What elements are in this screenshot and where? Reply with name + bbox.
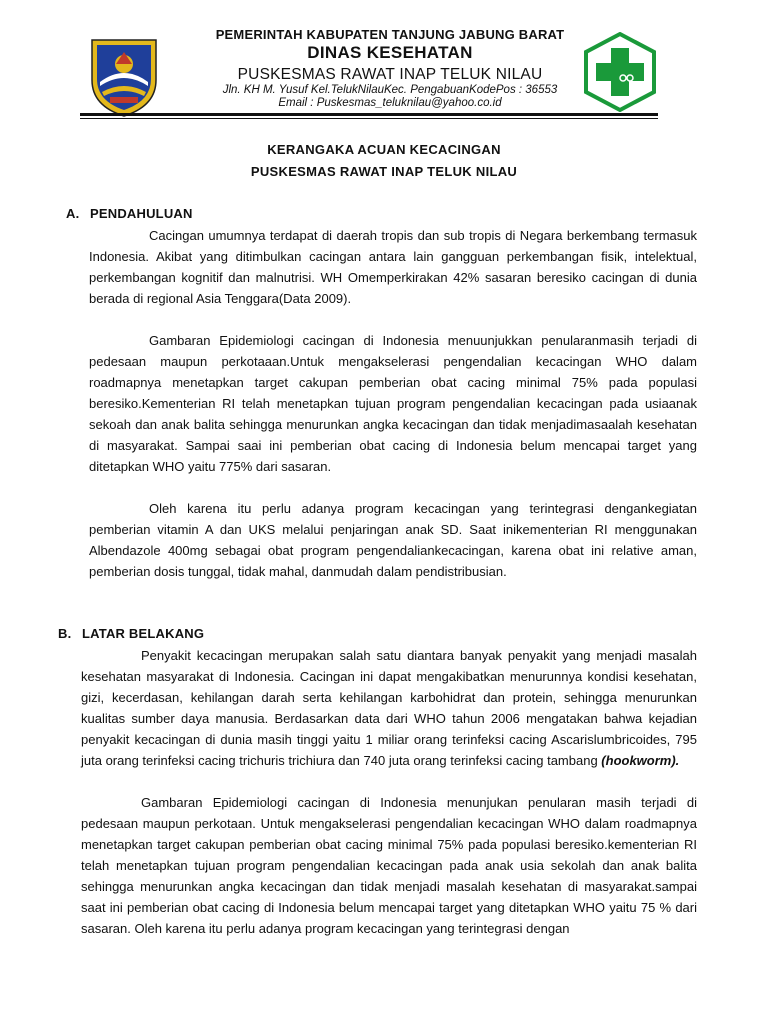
regency-emblem-logo: [86, 34, 162, 118]
paragraph: Gambaran Epidemiologi cacingan di Indonesia menuunjukkan penularanmasih terjadi di pedesaan maupun perkotaaan.Untuk mengakselerasi pengendalian kecacingan WHO dalam roadmapnya menetapkan target cakupan pemberian obat cacing minimal 75% pada populasi beresiko.Kementerian RI telah menetapkan tujuan program pengendalian kecacingan pada usiaanak sekoah dan anak balita sehingga menurunkan angka kecacingan dan tidak menjadimasaalah kesehatan di masyarakat. Sampai saai ini pemberian obat cacing di Indonesia belum mencapai target yang ditetapkan WHO yaitu 775% dari sasaran.: [89, 333, 697, 474]
paragraph: Oleh karena itu perlu adanya program kecacingan yang terintegrasi dengankegiatan pemberian vitamin A dan UKS melalui penjaringan anak SD. Saat inikementerian RI menggunakan Albendazole 400mg sebagai obat program pengendaliankecacingan, karena obat ini relative aman, pemberian dosis tunggal, tidak mahal, danmudah dalam pendistribusian.: [89, 501, 697, 579]
document-title: KERANGAKA ACUAN KECACINGAN: [267, 142, 501, 157]
section-a-title: PENDAHULUAN: [90, 206, 193, 221]
hookworm-term: (hookworm).: [601, 753, 680, 768]
paragraph-text: Penyakit kecacingan merupakan salah satu diantara banyak penyakit yang menjadi masalah kesehatan masyarakat di Indonesia. Cacingan ini dapat mengakibatkan menurunnya kondisi kesehatan, gizi, kecerdasan, kehilangan darah serta kehilangan karbohidrat dan protein, sehingga menurunkan kualitas sumber daya manusia. Berdasarkan data dari WHO tahun 2006 mengatakan bahwa kejadian penyakit kecacingan di dunia masih tinggi yaitu 1 miliar orang terinfeksi cacing Ascarislumbricoides, 795 juta orang terinfeksi cacing trichuris trichiura dan 740 juta orang terinfeksi cacing tambang: [81, 648, 697, 768]
paragraph: [81, 645, 697, 771]
paragraph: Gambaran Epidemiologi cacingan di Indonesia menunjukan penularan masih terjadi di pedesaan maupun perkotaan. Untuk mengakselerasi pengendalian kecacingan WHO dalam roadmapnya menetapkan target cakupan pemberian obat cacing minimal 75% pada populasi beresiko.kementerian RI telah menetapkan tujuan program pengendalian kecacingan pada anak usia sekolah dan anak balita sehingga menurunkan angka kecacingan dan tidak menjadi masalah kesehatan di masyarakat.sampai saat ini pemberian obat cacing di Indonesia belum mencapai target yang ditetapkan WHO yaitu 75 % dari sasaran. Oleh karena itu perlu adanya program kecacingan yang terintegrasi dengan: [81, 795, 697, 936]
section-b-heading: [58, 626, 204, 641]
office-address: Jln. KH M. Yusuf Kel.TelukNilauKec. PengabuanKodePos : 36553: [222, 84, 558, 96]
government-name: PEMERINTAH KABUPATEN TANJUNG JABUNG BARAT: [215, 27, 565, 42]
paragraph: Cacingan umumnya terdapat di daerah tropis dan sub tropis di Negara berkembang termasuk Indonesia. Akibat yang ditimbulkan cacingan antara lain gangguan perkembangan fisik, intelektual, perkembangan kognitif dan malnutrisi. WH Omemperkirakan 42% sasaran beresiko cacingan di dunia berada di regional Asia Tenggara(Data 2009).: [89, 228, 697, 306]
puskesmas-health-logo: [582, 32, 658, 112]
section-a-heading: [66, 206, 193, 221]
office-name: DINAS KESEHATAN: [307, 43, 473, 62]
section-b-letter: B.: [58, 626, 72, 641]
letterhead-divider-thin: [80, 118, 658, 119]
office-email: Email : Puskesmas_teluknilau@yahoo.co.id: [278, 97, 502, 109]
document-subtitle: PUSKESMAS RAWAT INAP TELUK NILAU: [250, 164, 518, 179]
unit-name: PUSKESMAS RAWAT INAP TELUK NILAU: [237, 66, 543, 83]
letterhead-divider: [80, 113, 658, 116]
section-b-title: LATAR BELAKANG: [82, 626, 205, 641]
section-a-letter: A.: [66, 206, 80, 221]
